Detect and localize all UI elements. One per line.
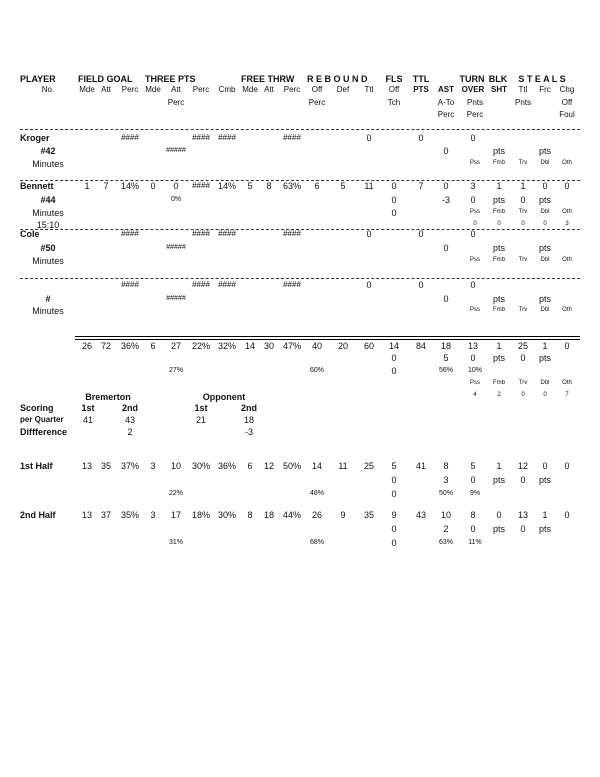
half-stat-cell: 10 bbox=[440, 510, 452, 520]
half-stat-cell: 11 bbox=[338, 461, 348, 471]
totals-stat-cell: 0 bbox=[543, 392, 547, 398]
difference-label: Diffference bbox=[20, 427, 68, 437]
player-stat-cell: 0 bbox=[366, 229, 372, 239]
player-stat-cell: #### bbox=[218, 133, 236, 142]
player-stat-cell: Dbl bbox=[540, 257, 550, 263]
column-header: Perc bbox=[283, 85, 301, 94]
column-header: Perc bbox=[121, 85, 139, 94]
player-stat-cell: #### bbox=[192, 229, 210, 238]
player-stat-cell: 0 bbox=[391, 181, 397, 191]
totals-stat-cell: 18 bbox=[440, 341, 452, 351]
half-stat-cell: 0 bbox=[520, 524, 526, 534]
half-stat-cell: 3 bbox=[150, 461, 156, 471]
column-header: Frc bbox=[539, 85, 551, 94]
column-header: PTS bbox=[413, 85, 429, 94]
minutes-label: Minutes bbox=[32, 159, 64, 169]
player-stat-cell: pts bbox=[538, 195, 552, 205]
player-stat-cell: pts bbox=[492, 146, 506, 156]
scoring-label: Scoring bbox=[20, 403, 54, 413]
half-stat-cell: 12 bbox=[517, 461, 529, 471]
player-stat-cell: 1 bbox=[84, 181, 90, 191]
player-stat-cell: 0 bbox=[418, 229, 424, 239]
totals-stat-cell: 0 bbox=[470, 353, 476, 363]
player-stat-cell: Dbl bbox=[540, 209, 550, 215]
player-stat-cell: 7 bbox=[103, 181, 109, 191]
column-header: THREE PTS bbox=[145, 74, 196, 84]
column-header: AST bbox=[438, 85, 454, 94]
player-number: #50 bbox=[40, 243, 56, 253]
half-stat-cell: 26 bbox=[311, 510, 323, 520]
totals-stat-cell: Fmb bbox=[493, 380, 505, 386]
half-stat-cell: 30% bbox=[191, 461, 211, 471]
column-header: Perc bbox=[308, 98, 326, 107]
player-stat-cell: 0 bbox=[520, 195, 526, 205]
half-stat-cell: 35 bbox=[100, 461, 112, 471]
half-stat-cell: 9% bbox=[469, 490, 481, 497]
half-stat-cell: 2 bbox=[443, 524, 449, 534]
column-header: S T E A L S bbox=[518, 74, 566, 84]
half-stat-cell: 50% bbox=[438, 490, 454, 497]
half-stat-cell: 14 bbox=[311, 461, 323, 471]
player-stat-cell: 1 bbox=[496, 181, 502, 191]
totals-stat-cell: Pss bbox=[469, 380, 481, 386]
player-stat-cell: pts bbox=[538, 294, 552, 304]
player-stat-cell: 1 bbox=[520, 181, 526, 191]
column-header: Pnts bbox=[466, 98, 484, 107]
player-stat-cell: #### bbox=[218, 280, 236, 289]
totals-stat-cell: 6 bbox=[150, 341, 156, 351]
totals-stat-cell: Dbl bbox=[540, 380, 550, 386]
player-stat-cell: 0 bbox=[470, 229, 476, 239]
team-difference: 2 bbox=[127, 427, 133, 437]
column-header: Perc bbox=[466, 110, 484, 119]
half-stat-cell: 36% bbox=[217, 461, 237, 471]
player-stat-cell: 0% bbox=[170, 196, 182, 203]
column-header: TURN bbox=[459, 74, 485, 84]
half-stat-cell: 0 bbox=[564, 461, 570, 471]
half-stat-cell: 0 bbox=[496, 510, 502, 520]
half-stat-cell: 1 bbox=[542, 510, 548, 520]
player-stat-cell: 0 bbox=[418, 133, 424, 143]
column-header: Att bbox=[171, 85, 181, 94]
player-stat-cell: Fmb bbox=[493, 209, 505, 215]
player-stat-cell: #### bbox=[192, 181, 210, 190]
player-stat-cell: 0 bbox=[473, 221, 477, 227]
player-stat-cell: 14% bbox=[217, 181, 237, 191]
minutes-label: Minutes bbox=[32, 256, 64, 266]
column-header: SHT bbox=[491, 85, 507, 94]
player-stat-cell: 0 bbox=[418, 280, 424, 290]
half-stat-cell: pts bbox=[538, 524, 552, 534]
column-header: OVER bbox=[461, 85, 485, 94]
player-stat-cell: #### bbox=[121, 280, 139, 289]
half-stat-cell: 13 bbox=[81, 461, 93, 471]
totals-stat-cell: 10% bbox=[467, 367, 483, 374]
totals-stat-cell: 4 bbox=[473, 392, 477, 398]
player-stat-cell: 63% bbox=[282, 181, 302, 191]
totals-stat-cell: 5 bbox=[443, 353, 449, 363]
player-stat-cell: Dbl bbox=[540, 307, 550, 313]
team-half2-score: 43 bbox=[124, 415, 136, 425]
player-stat-cell: 0 bbox=[391, 208, 397, 218]
player-number: #44 bbox=[40, 195, 56, 205]
team-label: Bremerton bbox=[85, 392, 131, 402]
totals-stat-cell: 30 bbox=[263, 341, 275, 351]
totals-stat-cell: 40 bbox=[311, 341, 323, 351]
column-header: Def bbox=[336, 85, 350, 94]
player-stat-cell: 0 bbox=[366, 280, 372, 290]
player-stat-cell: Oth bbox=[562, 257, 572, 263]
column-header: R E B O U N D bbox=[307, 74, 368, 84]
player-name: Kroger bbox=[20, 133, 50, 143]
player-stat-cell: #### bbox=[121, 229, 139, 238]
column-header: Mde bbox=[145, 85, 161, 94]
player-stat-cell: 0 bbox=[542, 181, 548, 191]
player-stat-cell: 0 bbox=[497, 221, 501, 227]
minutes-label: Minutes bbox=[32, 306, 64, 316]
totals-stat-cell: 22% bbox=[191, 341, 211, 351]
column-header: Att bbox=[101, 85, 111, 94]
half-stat-cell: 0 bbox=[470, 475, 476, 485]
totals-stat-cell: pts bbox=[492, 353, 506, 363]
minutes-label: Minutes bbox=[32, 208, 64, 218]
player-stat-cell: Oth bbox=[562, 160, 572, 166]
column-header: Off bbox=[311, 85, 323, 94]
totals-stat-cell: 14 bbox=[244, 341, 256, 351]
half-stat-cell: 0 bbox=[520, 475, 526, 485]
player-stat-cell: #### bbox=[283, 133, 301, 142]
player-stat-cell: #### bbox=[121, 133, 139, 142]
column-header: No. bbox=[41, 85, 55, 94]
player-stat-cell: 0 bbox=[150, 181, 156, 191]
player-stat-cell: Pss bbox=[469, 307, 481, 313]
half-stat-cell: 0 bbox=[470, 524, 476, 534]
totals-stat-cell: 60% bbox=[309, 367, 325, 374]
opponent-label: Opponent bbox=[202, 392, 246, 402]
half-stat-cell: 5 bbox=[470, 461, 476, 471]
player-stat-cell: Fmb bbox=[493, 160, 505, 166]
totals-stat-cell: 47% bbox=[282, 341, 302, 351]
team-half1-label: 1st bbox=[81, 403, 95, 413]
totals-stat-cell: 0 bbox=[520, 353, 526, 363]
player-stat-cell: 11 bbox=[364, 181, 374, 191]
player-stat-cell: Pss bbox=[469, 257, 481, 263]
half-stat-cell: 12 bbox=[263, 461, 275, 471]
player-name: Bennett bbox=[20, 181, 54, 191]
player-stat-cell: pts bbox=[492, 243, 506, 253]
half-stat-cell: 18 bbox=[263, 510, 275, 520]
column-header: Att bbox=[264, 85, 274, 94]
half-stat-cell: 5 bbox=[391, 461, 397, 471]
player-stat-cell: 0 bbox=[543, 221, 547, 227]
totals-stat-cell: 60 bbox=[363, 341, 375, 351]
column-header: FREE THRW bbox=[241, 74, 295, 84]
player-stat-cell: ##### bbox=[166, 244, 186, 251]
player-stat-cell: Pss bbox=[469, 209, 481, 215]
half-stat-cell: 43 bbox=[415, 510, 427, 520]
totals-stat-cell: 27% bbox=[168, 367, 184, 374]
totals-stat-cell: Oth bbox=[562, 380, 572, 386]
column-header: Foul bbox=[559, 110, 575, 119]
player-stat-cell: Oth bbox=[562, 307, 572, 313]
player-stat-cell: Fmb bbox=[493, 307, 505, 313]
player-stat-cell: 0 bbox=[470, 280, 476, 290]
totals-stat-cell: 13 bbox=[467, 341, 479, 351]
team-half1-score: 41 bbox=[82, 415, 94, 425]
half-stat-cell: 44% bbox=[282, 510, 302, 520]
half-stat-cell: 48% bbox=[309, 490, 325, 497]
half-stat-cell: 0 bbox=[391, 538, 397, 548]
column-header: Ttl bbox=[518, 85, 528, 94]
opp-difference: -3 bbox=[244, 427, 254, 437]
column-header: TTL bbox=[412, 74, 430, 84]
column-header: Cmb bbox=[218, 85, 236, 94]
column-header: Perc bbox=[192, 85, 210, 94]
opp-half1-score: 21 bbox=[195, 415, 207, 425]
player-number: # bbox=[45, 294, 51, 304]
column-header: A-To bbox=[437, 98, 455, 107]
totals-stat-cell: 14 bbox=[388, 341, 400, 351]
half-stat-cell: 8 bbox=[443, 461, 449, 471]
totals-stat-cell: 72 bbox=[100, 341, 112, 351]
half-stat-cell: pts bbox=[492, 524, 506, 534]
half-stat-cell: 13 bbox=[81, 510, 93, 520]
totals-stat-cell: Trv bbox=[518, 380, 528, 386]
player-number: #42 bbox=[40, 146, 56, 156]
player-separator bbox=[20, 129, 580, 130]
player-stat-cell: #### bbox=[283, 229, 301, 238]
player-stat-cell: 8 bbox=[266, 181, 272, 191]
totals-rule bbox=[75, 339, 580, 340]
player-stat-cell: -3 bbox=[441, 195, 451, 205]
half-stat-cell: 30% bbox=[217, 510, 237, 520]
player-stat-cell: #### bbox=[192, 133, 210, 142]
half-stat-cell: 0 bbox=[542, 461, 548, 471]
player-stat-cell: ##### bbox=[166, 147, 186, 154]
player-stat-cell: pts bbox=[492, 195, 506, 205]
opp-half2-label: 2nd bbox=[240, 403, 258, 413]
player-stat-cell: Trv bbox=[518, 307, 528, 313]
column-header: Perc bbox=[437, 110, 455, 119]
opp-half1-label: 1st bbox=[194, 403, 208, 413]
column-header: FIELD GOAL bbox=[78, 74, 133, 84]
totals-stat-cell: 1 bbox=[496, 341, 502, 351]
player-stat-cell: 0 bbox=[564, 181, 570, 191]
totals-stat-cell: 32% bbox=[217, 341, 237, 351]
totals-stat-cell: 0 bbox=[521, 392, 525, 398]
player-stat-cell: ##### bbox=[166, 295, 186, 302]
totals-stat-cell: 26 bbox=[81, 341, 93, 351]
player-stat-cell: 0 bbox=[366, 133, 372, 143]
opp-half2-score: 18 bbox=[243, 415, 255, 425]
totals-stat-cell: pts bbox=[538, 353, 552, 363]
totals-stat-cell: 25 bbox=[517, 341, 529, 351]
player-stat-cell: pts bbox=[492, 294, 506, 304]
player-stat-cell: 0 bbox=[443, 181, 449, 191]
player-stat-cell: 5 bbox=[340, 181, 346, 191]
totals-stat-cell: 0 bbox=[564, 341, 570, 351]
half-stat-cell: pts bbox=[492, 475, 506, 485]
player-stat-cell: 0 bbox=[443, 294, 449, 304]
half-stat-cell: 0 bbox=[391, 475, 397, 485]
player-stat-cell: Oth bbox=[562, 209, 572, 215]
player-stat-cell: 0 bbox=[443, 243, 449, 253]
player-stat-cell: #### bbox=[192, 280, 210, 289]
player-stat-cell: 0 bbox=[391, 195, 397, 205]
column-header: BLK bbox=[488, 74, 508, 84]
half-stat-cell: 0 bbox=[564, 510, 570, 520]
column-header: Pnts bbox=[514, 98, 532, 107]
half-stat-cell: 6 bbox=[247, 461, 253, 471]
player-stat-cell: 5 bbox=[247, 181, 253, 191]
totals-stat-cell: 2 bbox=[497, 392, 501, 398]
player-stat-cell: 0 bbox=[470, 133, 476, 143]
minutes-value: 15:10 bbox=[36, 220, 60, 230]
half-stat-cell: 17 bbox=[170, 510, 182, 520]
totals-stat-cell: 36% bbox=[120, 341, 140, 351]
half-stat-cell: 13 bbox=[517, 510, 529, 520]
player-stat-cell: 0 bbox=[521, 221, 525, 227]
half-stat-cell: 9 bbox=[340, 510, 346, 520]
totals-rule bbox=[75, 336, 580, 337]
player-separator bbox=[20, 278, 580, 279]
half-stat-cell: 1 bbox=[496, 461, 502, 471]
half-stat-cell: 0 bbox=[391, 489, 397, 499]
player-stat-cell: 3 bbox=[470, 181, 476, 191]
totals-stat-cell: 0 bbox=[391, 353, 397, 363]
column-header: PLAYER bbox=[20, 74, 56, 84]
half-stat-cell: 35% bbox=[120, 510, 140, 520]
column-header: Tch bbox=[387, 98, 401, 107]
half-stat-cell: 50% bbox=[282, 461, 302, 471]
player-stat-cell: #### bbox=[218, 229, 236, 238]
column-header: Mde bbox=[79, 85, 95, 94]
player-stat-cell: 14% bbox=[120, 181, 140, 191]
half-stat-cell: 11% bbox=[468, 539, 482, 546]
half-stat-cell: 63% bbox=[438, 539, 454, 546]
player-stat-cell: 3 bbox=[565, 221, 569, 227]
player-stat-cell: 0 bbox=[470, 195, 476, 205]
player-stat-cell: pts bbox=[538, 146, 552, 156]
half-stat-cell: 9 bbox=[391, 510, 397, 520]
team-half2-label: 2nd bbox=[121, 403, 139, 413]
half-stat-cell: 18% bbox=[191, 510, 211, 520]
half-stat-cell: 35 bbox=[363, 510, 375, 520]
totals-stat-cell: 84 bbox=[415, 341, 427, 351]
player-name: Cole bbox=[20, 229, 40, 239]
half-stat-cell: 0 bbox=[391, 524, 397, 534]
player-stat-cell: 0 bbox=[443, 146, 449, 156]
half-stat-cell: pts bbox=[538, 475, 552, 485]
column-header: Perc bbox=[167, 98, 185, 107]
column-header: Chg bbox=[559, 85, 575, 94]
half-stat-cell: 22% bbox=[168, 490, 184, 497]
half-stat-cell: 41 bbox=[415, 461, 427, 471]
half-stat-cell: 10 bbox=[170, 461, 182, 471]
half-label: 2nd Half bbox=[20, 510, 56, 520]
totals-stat-cell: 0 bbox=[391, 366, 397, 376]
player-stat-cell: Dbl bbox=[540, 160, 550, 166]
per-quarter-label: per Quarter bbox=[20, 415, 64, 424]
half-stat-cell: 37 bbox=[100, 510, 112, 520]
half-stat-cell: 3 bbox=[443, 475, 449, 485]
totals-stat-cell: 56% bbox=[438, 367, 454, 374]
column-header: Ttl bbox=[364, 85, 374, 94]
half-stat-cell: 37% bbox=[120, 461, 140, 471]
player-stat-cell: 6 bbox=[314, 181, 320, 191]
half-stat-cell: 8 bbox=[247, 510, 253, 520]
player-stat-cell: Fmb bbox=[493, 257, 505, 263]
column-header: Off bbox=[388, 85, 400, 94]
totals-stat-cell: 7 bbox=[565, 392, 569, 398]
totals-stat-cell: 20 bbox=[337, 341, 349, 351]
half-stat-cell: 25 bbox=[363, 461, 375, 471]
column-header: Mde bbox=[242, 85, 258, 94]
totals-stat-cell: 1 bbox=[542, 341, 548, 351]
player-stat-cell: Trv bbox=[518, 160, 528, 166]
player-stat-cell: #### bbox=[283, 280, 301, 289]
half-stat-cell: 31% bbox=[168, 539, 184, 546]
half-stat-cell: 8 bbox=[470, 510, 476, 520]
player-stat-cell: Trv bbox=[518, 209, 528, 215]
half-stat-cell: 3 bbox=[150, 510, 156, 520]
player-stat-cell: pts bbox=[538, 243, 552, 253]
half-label: 1st Half bbox=[20, 461, 53, 471]
totals-stat-cell: 27 bbox=[170, 341, 182, 351]
column-header: FLS bbox=[385, 74, 403, 84]
half-stat-cell: 68% bbox=[309, 539, 325, 546]
column-header: Off bbox=[561, 98, 573, 107]
player-stat-cell: 7 bbox=[418, 181, 424, 191]
player-stat-cell: Trv bbox=[518, 257, 528, 263]
player-stat-cell: 0 bbox=[173, 181, 179, 191]
player-stat-cell: Pss bbox=[469, 160, 481, 166]
